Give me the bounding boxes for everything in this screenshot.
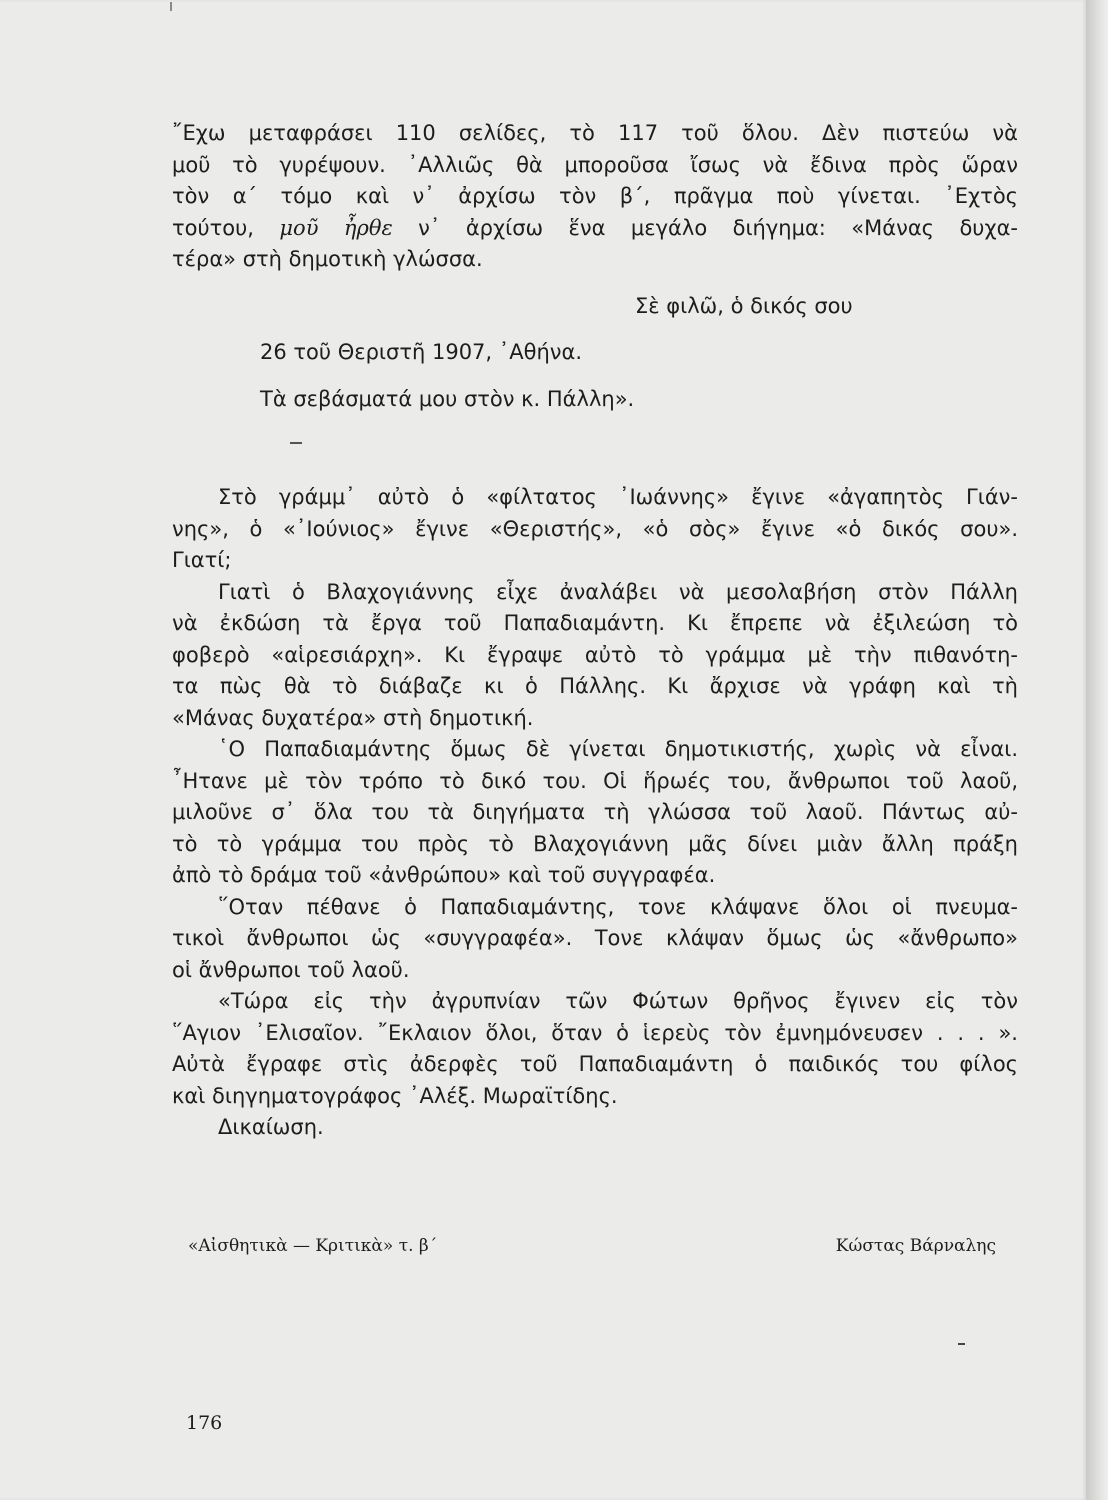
letter-regards: Τὰ σεβάσματά μου στὸν κ. Πάλλη».: [260, 386, 635, 411]
letter-excerpt: [172, 118, 1018, 415]
text-line: ῾Ο Παπαδιαμάντης ὅμως δὲ γίνεται δημοτικιστής, χωρὶς νὰ εἶναι.: [218, 737, 1018, 761]
text-segment: ν᾿ ἀρχίσω ἕνα μεγάλο διήγημα: «Μάνας δυχα-: [418, 215, 1018, 240]
source-citation: «Αἰσθητικὰ — Κριτικὰ» τ. β΄: [188, 1236, 438, 1256]
text-line: ῎Εχω μεταφράσει 110 σελίδες, τὸ 117 τοῦ ὅλου. Δὲν πιστεύω νὰ: [172, 121, 1018, 145]
page-mark: [170, 2, 172, 11]
italic-phrase: μοῦ ἦρθε: [279, 215, 393, 240]
text-line: [172, 213, 1018, 245]
text-line: μιλοῦνε σ᾿ ὅλα του τὰ διηγήματα τὴ γλώσσα τοῦ λαοῦ. Πάντως αὐ-: [172, 800, 1018, 824]
text-line: ῞Οταν πέθανε ὁ Παπαδιαμάντης, τονε κλάψανε ὅλοι οἱ πνευμα-: [218, 894, 1018, 919]
letter-date: 26 τοῦ Θεριστῆ 1907, ᾿Αθήνα.: [260, 340, 583, 364]
text-line: τὸν α΄ τόμο καὶ ν᾿ ἀρχίσω τὸν β΄, πρᾶγμα ποὺ γίνεται. ᾿Εχτὸς: [172, 184, 1018, 208]
text-line: Αὐτὰ ἔγραφε στὶς ἀδερφὲς τοῦ Παπαδιαμάντη ὁ παιδικός του φίλος: [172, 1052, 1018, 1076]
text-line: Στὸ γράμμ᾿ αὐτὸ ὁ «φίλτατος ᾿Ιωάννης» ἔγινε «ἀγαπητὸς Γιάν-: [218, 485, 1018, 509]
text-line: Γιατὶ ὁ Βλαχογιάννης εἶχε ἀναλάβει νὰ μεσολαβήση στὸν Πάλλη: [218, 579, 1018, 604]
letter-signoff: Σὲ φιλῶ, ὁ δικός σου: [635, 293, 853, 318]
text-line: ῞Αγιον ᾿Ελισαῖον. ῎Εκλαιον ὅλοι, ὅταν ὁ ἱερεὺς τὸν ἐμνημόνευσεν . . . ».: [172, 1020, 1018, 1045]
print-mark: [958, 1343, 965, 1345]
text-line: «Τώρα εἰς τὴν ἀγρυπνίαν τῶν Φώτων θρῆνος ἔγινεν εἰς τὸν: [218, 989, 1018, 1013]
text-line: νης», ὁ «᾿Ιούνιος» ἔγινε «Θεριστής», «ὁ σὸς» ἔγινε «ὁ δικός σου».: [172, 516, 1018, 541]
text-line: Γιατί;: [172, 548, 232, 572]
text-line: μοῦ τὸ γυρέψουν. ᾿Αλλιῶς θὰ μποροῦσα ἴσως νὰ ἔδινα πρὸς ὥραν: [172, 152, 1018, 177]
text-line: τα πὼς θὰ τὸ διάβαζε κι ὁ Πάλλης. Κι ἄρχισε νὰ γράφη καὶ τὴ: [172, 674, 1018, 698]
text-line: φοβερὸ «αἱρεσιάρχη». Κι ἔγραψε αὐτὸ τὸ γράμμα μὲ τὴν πιθανότη-: [172, 642, 1018, 667]
text-segment: τούτου,: [172, 215, 254, 240]
section-dash: [290, 442, 302, 444]
text-line: ἀπὸ τὸ δράμα τοῦ «ἀνθρώπου» καὶ τοῦ συγγραφέα.: [172, 863, 716, 887]
text-line: τὸ τὸ γράμμα του πρὸς τὸ Βλαχογιάννη μᾶς δίνει μιὰν ἄλλη πράξη: [172, 831, 1018, 856]
text-line: καὶ διηγηματογράφος ᾿Αλέξ. Μωραϊτίδης.: [172, 1083, 618, 1108]
page-edge: [1086, 0, 1108, 1500]
page-number: 176: [186, 1412, 223, 1434]
author-name: Κώστας Βάρναλης: [835, 1236, 996, 1256]
text-line: τέρα» στὴ δημοτικὴ γλώσσα.: [172, 247, 483, 271]
text-line: νὰ ἐκδώση τὰ ἔργα τοῦ Παπαδιαμάντη. Κι ἔπρεπε νὰ ἐξιλεώση τὸ: [172, 611, 1018, 635]
text-line: «Μάνας δυχατέρα» στὴ δημοτική.: [172, 705, 534, 730]
text-line: τικοὶ ἄνθρωποι ὡς «συγγραφέα». Τονε κλάψαν ὅμως ὡς «ἄνθρωπο»: [172, 926, 1018, 950]
text-line: ῏Ητανε μὲ τὸν τρόπο τὸ δικό του. Οἱ ἥρωές του, ἄνθρωποι τοῦ λαοῦ,: [172, 768, 1018, 793]
essay-body: [172, 482, 1018, 1144]
text-line: οἱ ἄνθρωποι τοῦ λαοῦ.: [172, 957, 410, 982]
text-line: Δικαίωση.: [218, 1115, 324, 1139]
